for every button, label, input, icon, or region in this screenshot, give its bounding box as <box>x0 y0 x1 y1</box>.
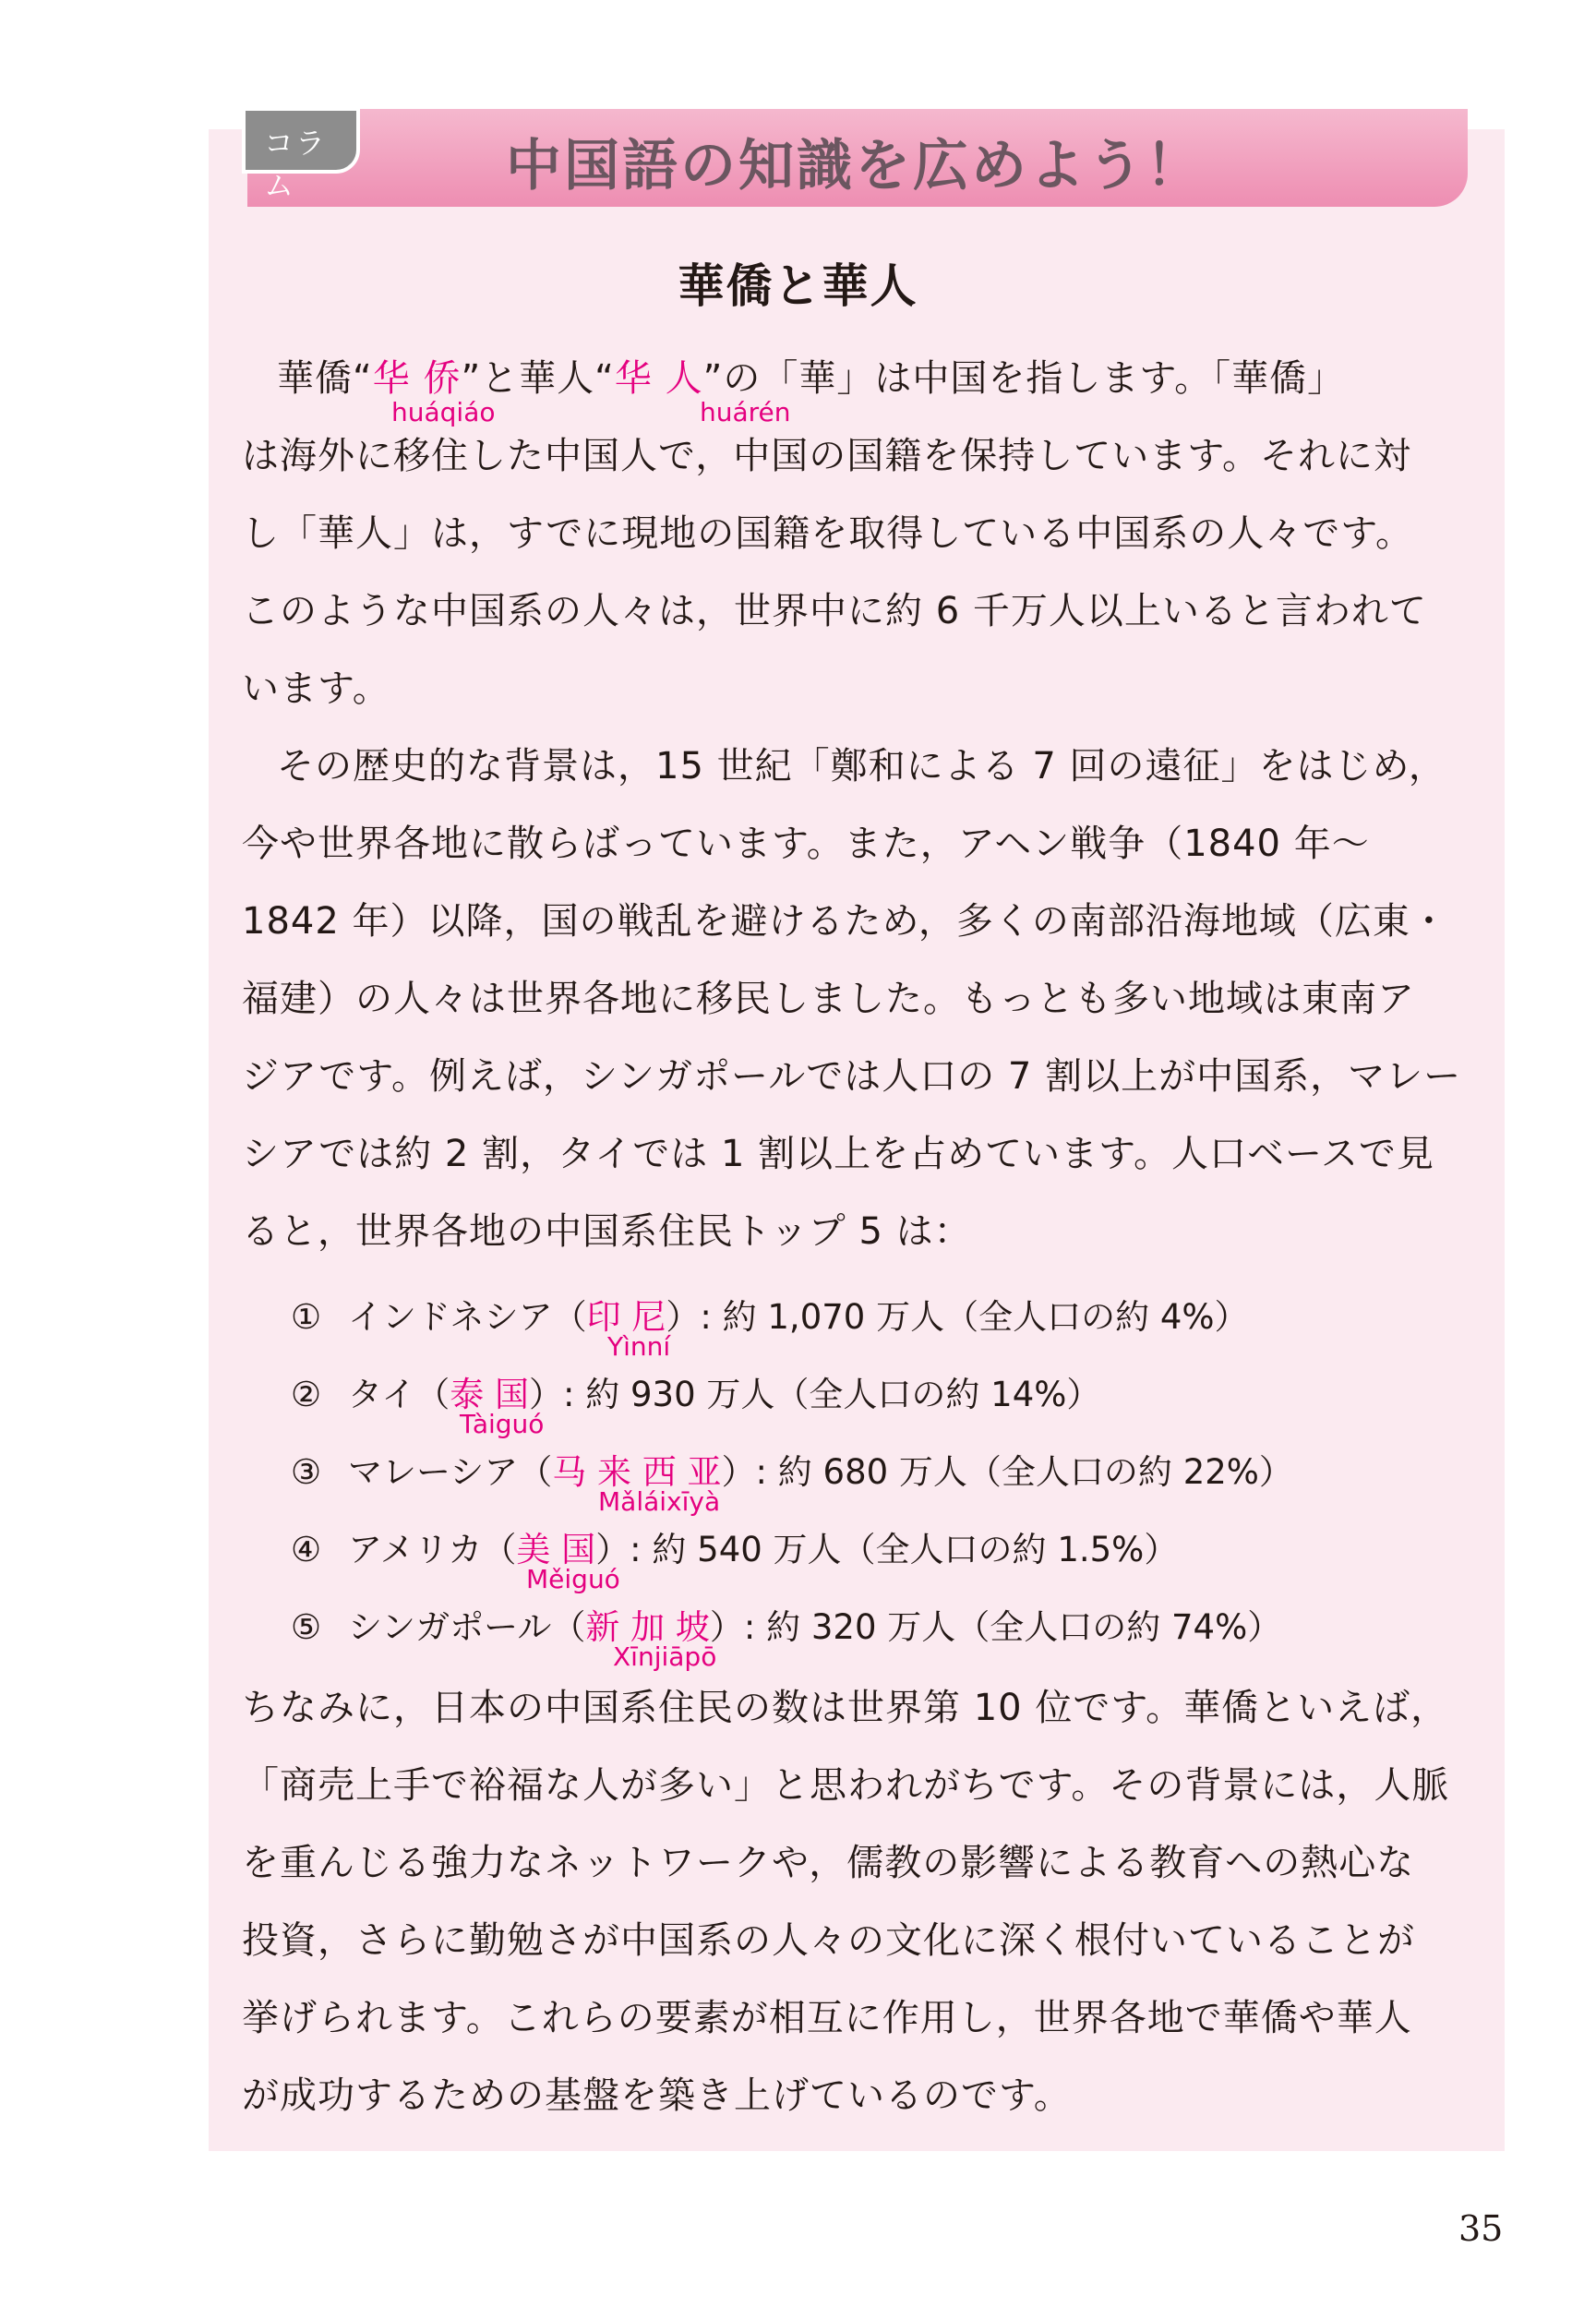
para1-line5: います。 <box>242 667 390 710</box>
para2-line4: 福建）の人々は世界各地に移民しました。もっとも多い地域は東南ア <box>242 978 1415 1020</box>
para2-line5: ジアです。例えば，シンガポールでは人口の 7 割以上が中国系，マレー <box>242 1055 1462 1098</box>
para3-line3: を重んじる強力なネットワークや，儒教の影響による教育への熱心な <box>242 1842 1415 1884</box>
para3-line2: 「商売上手で裕福な人が多い」と思われがちです。その背景には，人脈 <box>242 1764 1450 1807</box>
list-pinyin: Měiguó <box>526 1564 620 1594</box>
list-pinyin: Yìnní <box>607 1331 671 1362</box>
zh-huaqiao: 华 侨 <box>372 357 462 400</box>
para2-line7: ると，世界各地の中国系住民トップ 5 は： <box>242 1210 972 1253</box>
header-title: 中国語の知識を広めよう！ <box>506 134 1204 198</box>
para3-line1: ちなみに，日本の中国系住民の数は世界第 10 位です。華僑といえば， <box>242 1687 1449 1729</box>
list-item: ⑤ シンガポール（新 加 坡）: 約 320 万人（全人口の約 74%） <box>291 1607 1282 1647</box>
column-tag-label: コラム <box>264 126 328 203</box>
list-item: ③ マレーシア（马 来 西 亚）: 約 680 万人（全人口の約 22%） <box>291 1452 1293 1492</box>
section-title: 華僑と華人 <box>678 259 918 313</box>
para1-line3: し「華人」は，すでに現地の国籍を取得している中国系の人々です。 <box>242 512 1413 555</box>
para2-line2: 今や世界各地に散らばっています。また，アヘン戦争（1840 年～ <box>242 823 1370 865</box>
pinyin-huaren: huárén <box>700 397 791 427</box>
list-pinyin: Tàiguó <box>460 1409 545 1439</box>
pinyin-huaqiao: huáqiáo <box>391 397 496 427</box>
list-pinyin: Mǎláixīyà <box>598 1486 721 1517</box>
list-pinyin: Xīnjiāpō <box>613 1641 717 1672</box>
para3-line6: が成功するための基盤を築き上げているのです。 <box>242 2074 1072 2117</box>
para2-line3: 1842 年）以降，国の戦乱を避けるため，多くの南部沿海地域（広東・ <box>242 900 1448 943</box>
page-number: 35 <box>1458 2208 1504 2249</box>
list-item: ① インドネシア（印 尼）: 約 1,070 万人（全人口の約 4%） <box>291 1297 1249 1337</box>
para1-line2: は海外に移住した中国人で，中国の国籍を保持しています。それに対 <box>242 435 1411 477</box>
para2-line1: その歴史的な背景は，15 世紀「鄭和による 7 回の遠征」をはじめ， <box>277 745 1446 787</box>
list-item: ④ アメリカ（美 国）: 約 540 万人（全人口の約 1.5%） <box>291 1530 1179 1569</box>
para3-line4: 投資，さらに勤勉さが中国系の人々の文化に深く根付いていることが <box>242 1919 1415 1962</box>
para3-line5: 挙げられます。これらの要素が相互に作用し，世界各地で華僑や華人 <box>242 1997 1412 2039</box>
zh-huaren: 华 人 <box>614 357 703 400</box>
list-item: ② タイ（泰 国）: 約 930 万人（全人口の約 14%） <box>291 1375 1101 1414</box>
para1-line4: このような中国系の人々は，世界中に約 6 千万人以上いると言われて <box>242 590 1427 632</box>
column-tag <box>242 107 360 203</box>
para1-line1: 華僑“华 侨”と華人“华 人”の「華」は中国を指します。「華僑」 <box>277 357 1346 400</box>
para2-line6: シアでは約 2 割，タイでは 1 割以上を占めています。人口ベースで見 <box>242 1133 1434 1175</box>
